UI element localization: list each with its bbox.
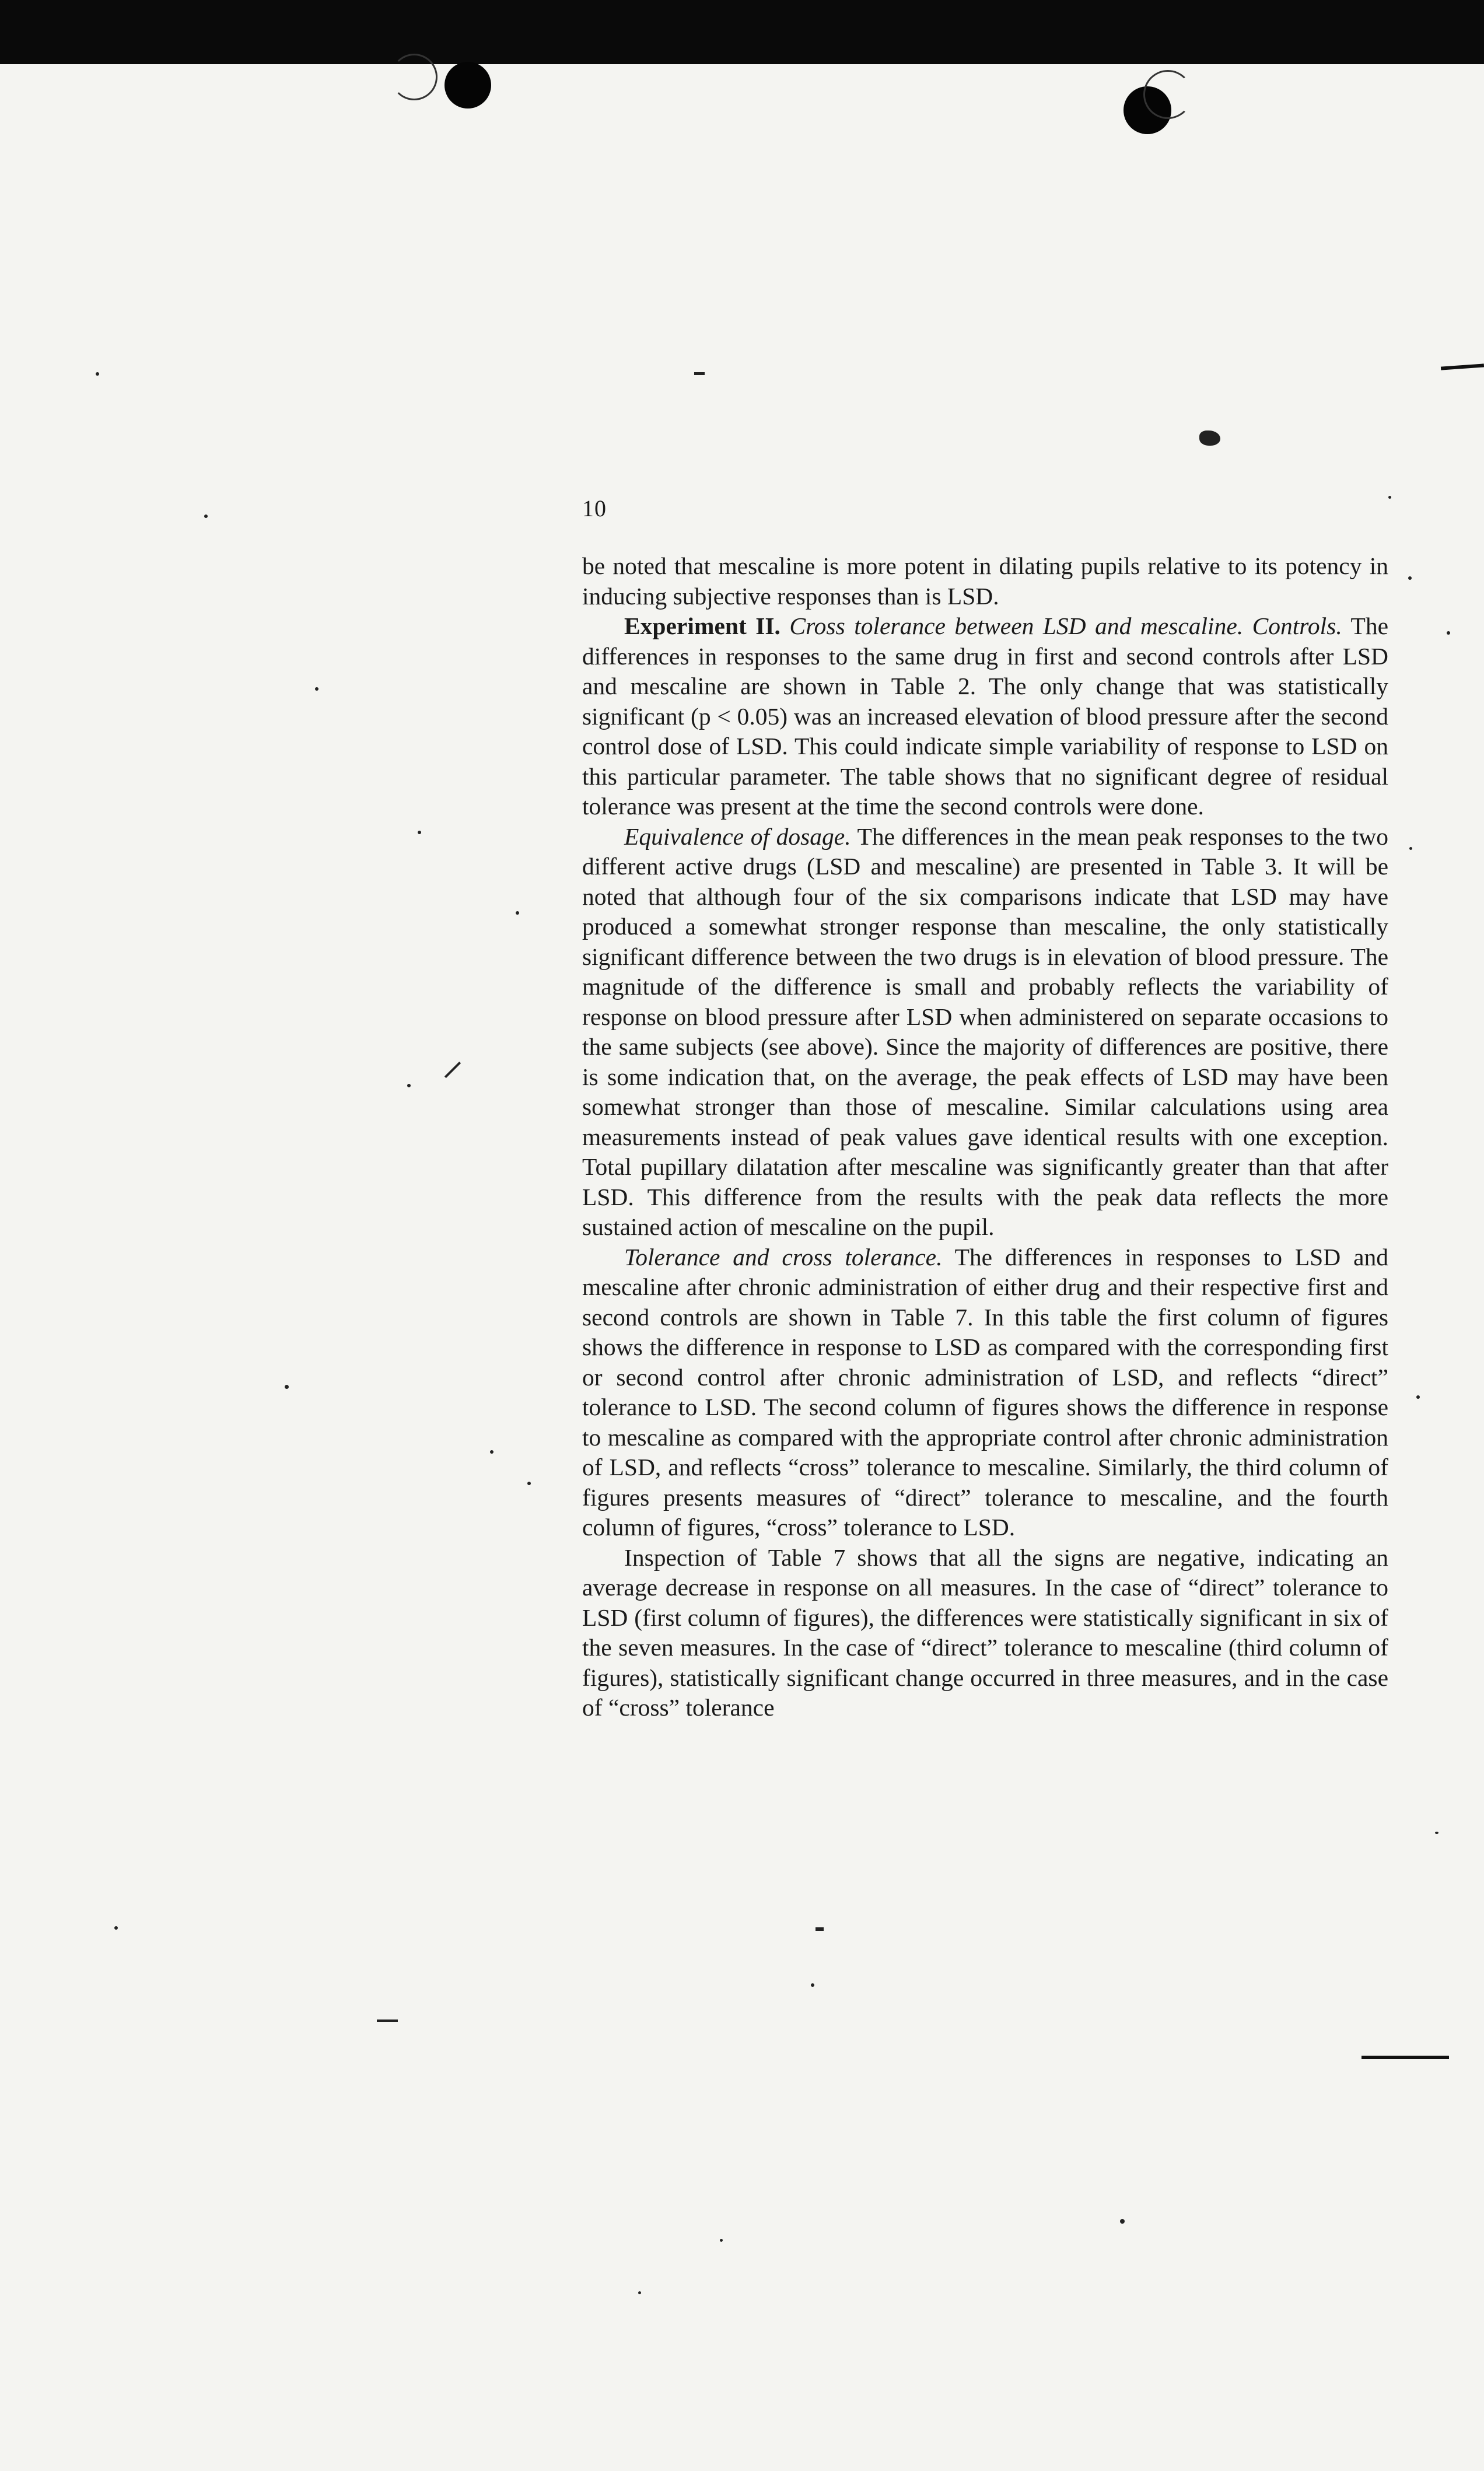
speck <box>527 1482 531 1485</box>
scan-top-border-edge <box>0 47 1484 64</box>
equivalence-heading: Equivalence of dosage. <box>624 822 851 850</box>
stray-dash-bottom <box>816 1927 824 1931</box>
speck <box>1447 631 1450 635</box>
speck <box>96 372 99 376</box>
punch-hole-left <box>444 62 491 108</box>
tolerance-paragraph <box>582 1242 1388 1543</box>
edge-mark-upper-right <box>1441 363 1484 370</box>
inspection-paragraph: Inspection of Table 7 shows that all the signs are negative, indicating an average decrease in response on all measures. In the case of “direct” tolerance to LSD (first column of figures), the differences were statistically significant in six of the seven measures. In the case of “direct” tolerance to mescaline (third column of figures), statistically significant change occurred in three measures, and in the case of “cross” tolerance <box>582 1544 1388 1721</box>
equivalence-text: The differences in the mean peak responses to the two different active drugs (LSD and mescaline) are presented in Table 3. It will be noted that although four of the six comparisons indicate that LSD may have produced a somewhat stronger response than mescaline, the only statistically significant difference between the two drugs is in elevation of blood pressure. The magnitude of the difference is small and probably reflects the variability of response on blood pressure after LSD when administered on separate occasions to the same subjects (see above). Since the majority of differences are positive, there is some indication that, on the average, the peak effects of LSD may have been somewhat stronger than those of mescaline. Similar calculations using area measurements instead of peak values gave identical results with one exception. Total pupillary dilatation after mescaline was significantly greater than that after LSD. This difference from the results with the peak data reflects the more sustained action of mescaline on the pupil. <box>582 822 1388 1240</box>
body-text <box>582 551 1388 1723</box>
opening-paragraph: be noted that mescaline is more potent in dilating pupils relative to its potency in inducing subjective responses than is LSD. <box>582 552 1388 610</box>
speck <box>1435 1832 1438 1834</box>
speck <box>1388 496 1391 499</box>
speck <box>490 1450 494 1454</box>
punch-hole-ring-right <box>1143 70 1192 119</box>
stray-dash-left <box>377 2020 398 2022</box>
speck <box>285 1385 289 1389</box>
speck <box>1408 576 1412 580</box>
edge-mark-lower-right <box>1362 2056 1449 2059</box>
speck <box>1120 2219 1125 2224</box>
speck <box>638 2291 641 2294</box>
page-number: 10 <box>582 495 607 522</box>
speck <box>811 1983 814 1987</box>
speck <box>315 687 318 691</box>
speck <box>418 831 421 834</box>
speck <box>720 2239 723 2242</box>
punch-hole-ring-left <box>391 54 438 100</box>
speck <box>1416 1395 1420 1399</box>
experiment-subheading: Cross tolerance between LSD and mescaline. Controls. <box>789 612 1342 639</box>
tolerance-text: The differences in responses to LSD and mescaline after chronic administration of either drug and their respective first and second controls are shown in Table 7. In this table the first column of figures shows the difference in response to LSD as compared with the corresponding first or second control after chronic administration of LSD, and reflects “direct” tolerance to LSD. The second column of figures shows the difference in response to mescaline as compared with the appropriate control after chronic administration of LSD, and reflects “cross” tolerance to mescaline. Similarly, the third column of figures presents measures of “direct” tolerance to mescaline, and the fourth column of figures, “cross” tolerance to LSD. <box>582 1243 1388 1541</box>
speck <box>407 1084 411 1087</box>
stray-slash <box>444 1062 461 1078</box>
experiment-heading: Experiment II. <box>624 612 780 639</box>
controls-text: The differences in responses to the same drug in first and second controls after LSD and mescaline are shown in Table 2. The only change that was statistically significant (p < 0.05) was an increased elevation of blood pressure after the second control dose of LSD. This could indicate simple variability of response to LSD on this particular parameter. The table shows that no significant degree of residual tolerance was present at the time the second controls were done. <box>582 612 1388 820</box>
equivalence-paragraph <box>582 822 1388 1242</box>
tolerance-heading: Tolerance and cross tolerance. <box>624 1243 943 1270</box>
speck <box>1409 847 1412 850</box>
speck <box>204 514 208 518</box>
stray-dash-upper <box>694 372 705 375</box>
speck <box>516 911 519 915</box>
speck <box>114 1926 118 1930</box>
ink-blot <box>1199 430 1220 446</box>
experiment-paragraph <box>582 611 1388 822</box>
